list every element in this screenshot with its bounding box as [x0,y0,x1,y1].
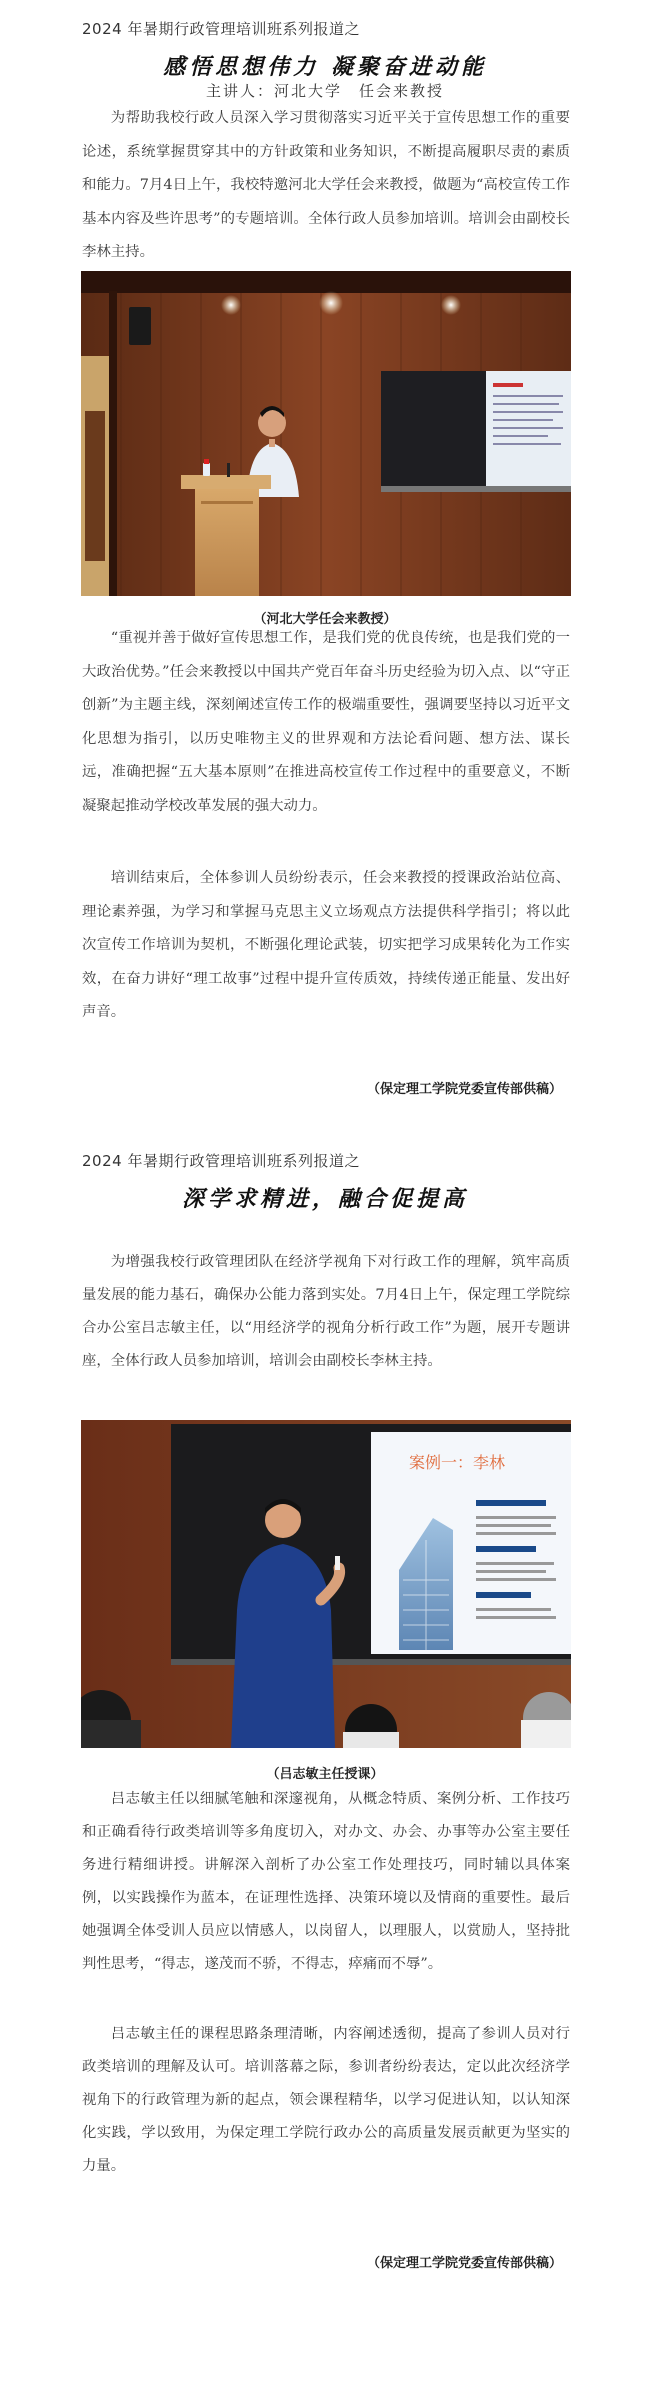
article1-paragraph-1: 为帮助我校行政人员深入学习贯彻落实习近平关于宣传思想工作的重要论述，系统掌握贯穿其中的方针政策和业务知识，不断提高履职尽责的素质和能力。7月4日上午，我校特邀河北大学任会来教授，做题为“高校宣传工作基本内容及些许思考”的专题培训。全体行政人员参加培训。培训会由副校长李林主持。 [82,110,570,260]
article2-photo [81,1420,571,1748]
lecture-hall-photo-1 [81,271,571,596]
article1-paragraph-3: 培训结束后，全体参训人员纷纷表示，任会来教授的授课政治站位高、理论素养强，为学习和掌握马克思主义立场观点方法提供科学指引；将以此次宣传工作培训为契机，不断强化理论武装，切实把学习成果转化为工作实效，在奋力讲好“理工故事”过程中提升宣传质效，持续传递正能量、发出好声音。 [82,870,570,1020]
article2-photo-caption: （吕志敏主任授课） [266,1767,384,1782]
article1-speaker: 主讲人：河北大学 任会来教授 [205,82,444,100]
article2-paragraph-2: 吕志敏主任以细腻笔触和深邃视角，从概念特质、案例分析、工作技巧和正确看待行政类培训等多角度切入，对办文、办会、办事等办公室主要任务进行精细讲授。讲解深入剖析了办公室工作处理技巧，同时辅以具体案例，以实践操作为蓝本，在证理性选择、决策环境以及情商的重要性。最后她强调全体受训人员应以情感人，以岗留人，以理服人，以赏励人，坚持批判性思考，“得志，遂茂而不骄，不得志，瘁痛而不辱”。 [82,1791,570,1972]
article1-photo-caption: （河北大学任会来教授） [253,612,397,627]
article1-series-label: 2024 年暑期行政管理培训班系列报道之 [82,20,360,38]
article2-paragraph-1: 为增强我校行政管理团队在经济学视角下对行政工作的理解，筑牢高质量发展的能力基石，确保办公能力落到实处。7月4日上午，保定理工学院综合办公室吕志敏主任，以“用经济学的视角分析行政工作”为题，展开专题讲座，全体行政人员参加培训，培训会由副校长李林主持。 [82,1254,570,1369]
article2-paragraph-3: 吕志敏主任的课程思路条理清晰，内容阐述透彻，提高了参训人员对行政类培训的理解及认可。培训落幕之际，参训者纷纷表达，定以此次经济学视角下的行政管理为新的起点，领会课程精华，以学习促进认知，以认知深化实践，学以致用，为保定理工学院行政办公的高质量发展贡献更为坚实的力量。 [82,2026,570,2174]
article1-credit: （保定理工学院党委宣传部供稿） [366,1082,562,1097]
article2-series-label: 2024 年暑期行政管理培训班系列报道之 [82,1152,360,1170]
slide-heading: 案例一：李林 [409,1453,506,1472]
article2-title: 深学求精进，融合促提高 [181,1186,468,1212]
article2-credit: （保定理工学院党委宣传部供稿） [366,2256,562,2271]
article1-paragraph-2: “重视并善于做好宣传思想工作，是我们党的优良传统，也是我们党的一大政治优势。”任会来教授以中国共产党百年奋斗历史经验为切入点、以“守正创新”为主题主线，深刻阐述宣传工作的极端重要性，强调要坚持以习近平文化思想为指引，以历史唯物主义的世界观和方法论看问题、想方法、谋长远，准确把握“五大基本原则”在推进高校宣传工作过程中的重要意义，不断凝聚起推动学校改革发展的强大动力。 [82,630,570,814]
lecture-room-photo-2 [81,1420,571,1748]
article1-photo [81,271,571,596]
article1-title: 感悟思想伟力 凝聚奋进动能 [163,54,487,80]
